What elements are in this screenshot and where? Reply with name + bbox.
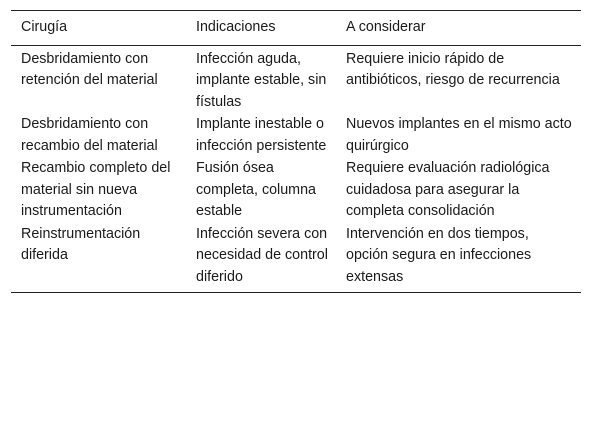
header-indicaciones: Indicaciones (196, 19, 276, 35)
cell-cirugia: Desbridamiento con retención del material (21, 50, 158, 88)
cell-cirugia: Recambio completo del material sin nueva instrumentación (21, 160, 171, 219)
header-a-considerar: A considerar (346, 19, 426, 35)
cell-indicaciones: Fusión ósea completa, columna estable (196, 160, 316, 219)
surgery-table-container (11, 10, 581, 293)
cell-a-considerar: Nuevos implantes en el mismo acto quirúrgico (346, 116, 572, 154)
header-cirugia: Cirugía (21, 19, 68, 35)
table-header-row (11, 11, 581, 46)
table-row (11, 157, 581, 223)
table-row (11, 45, 581, 113)
cell-a-considerar: Requiere evaluación radiológica cuidadosa para asegurar la completa consolidación (346, 160, 550, 219)
cell-indicaciones: Infección severa con necesidad de control diferido (196, 225, 328, 285)
cell-cirugia: Desbridamiento con recambio del material (21, 116, 158, 154)
cell-indicaciones: Infección aguda, implante estable, sin fístulas (196, 50, 327, 110)
cell-cirugia: Reinstrumentación diferida (21, 225, 141, 263)
table-row (11, 223, 581, 293)
table-body (11, 45, 581, 293)
table-row (11, 113, 581, 157)
surgery-options-table (11, 10, 581, 293)
cell-indicaciones: Implante inestable o infección persistente (196, 116, 327, 154)
cell-a-considerar: Requiere inicio rápido de antibióticos, riesgo de recurrencia (346, 50, 560, 88)
cell-a-considerar: Intervención en dos tiempos, opción segura en infecciones extensas (346, 225, 532, 285)
table-header (11, 11, 581, 46)
